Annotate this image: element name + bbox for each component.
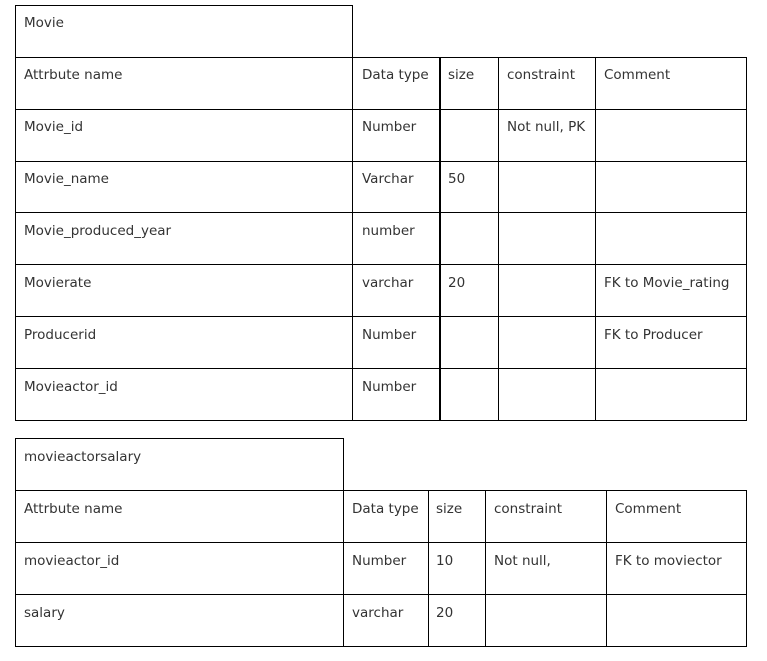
table-cell: 20	[448, 275, 466, 291]
column-header: Comment	[604, 67, 671, 83]
table-cell: varchar	[352, 605, 404, 621]
table-cell: FK to moviector	[615, 553, 722, 569]
table-title: movieactorsalary	[24, 449, 142, 465]
table-cell: Number	[362, 327, 417, 343]
column-header: size	[436, 501, 463, 517]
table-cell: 50	[448, 171, 466, 187]
column-header: Comment	[615, 501, 682, 517]
table-cell: 10	[436, 553, 454, 569]
column-header: constraint	[494, 501, 562, 517]
table-cell: varchar	[362, 275, 414, 291]
column-header: Data type	[352, 501, 419, 517]
table-cell: Producerid	[24, 327, 97, 343]
table-cell: Movierate	[24, 275, 92, 291]
column-header: Data type	[362, 67, 429, 83]
grid-line	[428, 490, 429, 647]
table-cell: Movie_id	[24, 119, 84, 135]
grid-line	[606, 490, 607, 647]
table-cell: Movie_produced_year	[24, 223, 172, 239]
grid-line	[15, 542, 747, 543]
table-cell: FK to Movie_rating	[604, 275, 730, 291]
grid-line	[15, 594, 747, 595]
column-header: Attrbute name	[24, 67, 123, 83]
column-header: Attrbute name	[24, 501, 123, 517]
table-cell: movieactor_id	[24, 553, 120, 569]
table-cell: FK to Producer	[604, 327, 703, 343]
column-header: constraint	[507, 67, 575, 83]
table-cell: Varchar	[362, 171, 414, 187]
table-cell: Number	[362, 119, 417, 135]
table-cell: number	[362, 223, 415, 239]
grid-line	[15, 438, 344, 439]
table-cell: Not null, PK	[507, 119, 586, 135]
table-cell: salary	[24, 605, 65, 621]
grid-line	[343, 438, 344, 647]
grid-line	[746, 490, 747, 647]
table-cell: Movie_name	[24, 171, 109, 187]
table-cell: Not null,	[494, 553, 551, 569]
table-cell: 20	[436, 605, 454, 621]
grid-line	[485, 490, 486, 647]
table-cell: Number	[362, 379, 417, 395]
grid-line	[15, 438, 16, 647]
grid-line	[15, 646, 747, 647]
table-title: Movie	[24, 15, 64, 31]
table-cell: Movieactor_id	[24, 379, 118, 395]
column-header: size	[448, 67, 475, 83]
grid-line	[15, 490, 747, 491]
table-cell: Number	[352, 553, 407, 569]
